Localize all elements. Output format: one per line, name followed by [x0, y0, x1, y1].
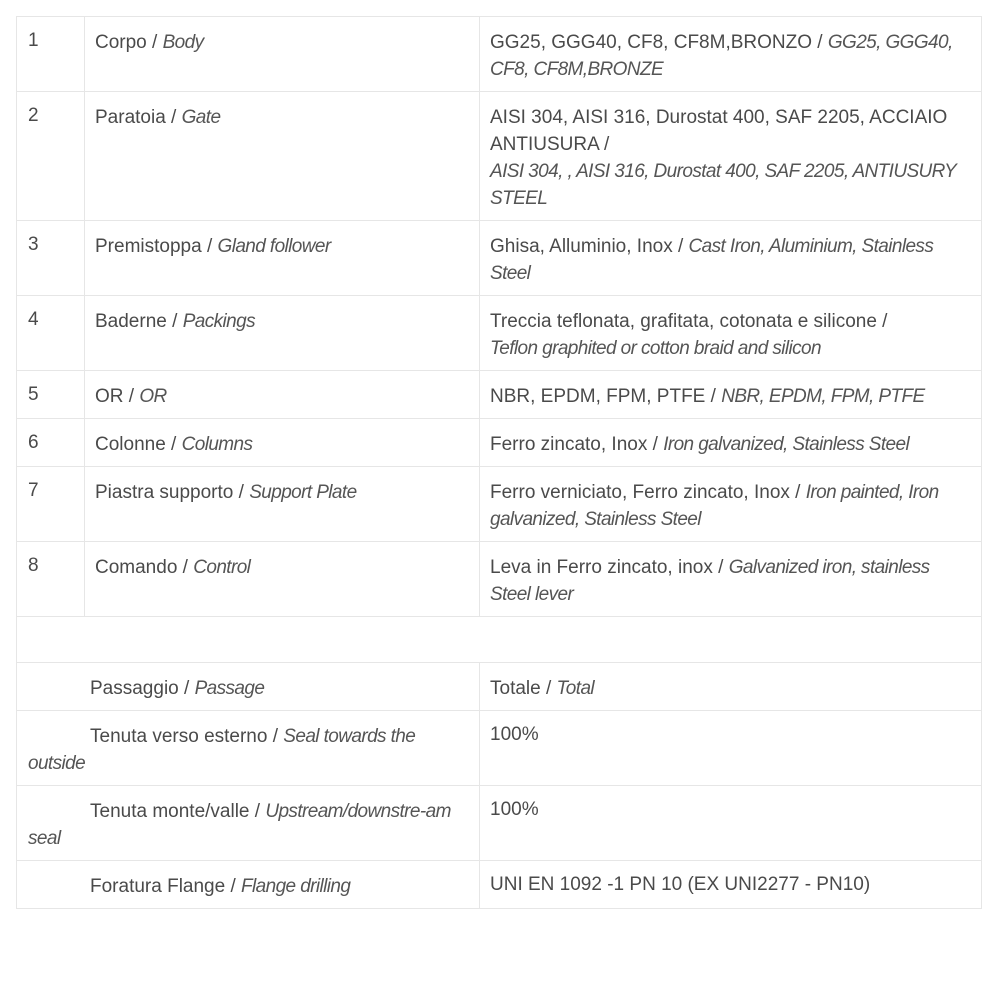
- spec-row: [17, 786, 982, 861]
- spec-row: [17, 711, 982, 786]
- component-material: AISI 304, AISI 316, Durostat 400, SAF 2205, ACCIAIO ANTIUSURA / AISI 304, , AISI 316, Durostat 400, SAF 2205, ANTIUSURY STEEL: [480, 92, 982, 221]
- row-number: 1: [17, 17, 85, 92]
- component-material: Ferro verniciato, Ferro zincato, Inox / Iron painted, Iron galvanized, Stainless Steel: [480, 467, 982, 542]
- component-name: Piastra supporto / Support Plate: [85, 467, 480, 542]
- component-name: OR / OR: [85, 371, 480, 419]
- row-number: 6: [17, 419, 85, 467]
- table-row: [17, 296, 982, 371]
- spec-label: Tenuta verso esterno / Seal towards the outside: [17, 711, 480, 786]
- table-row: [17, 371, 982, 419]
- spec-label: Foratura Flange / Flange drilling: [17, 861, 480, 909]
- row-number: 4: [17, 296, 85, 371]
- table-row: [17, 221, 982, 296]
- table-row: [17, 419, 982, 467]
- component-name: Comando / Control: [85, 542, 480, 617]
- component-material: NBR, EPDM, FPM, PTFE / NBR, EPDM, FPM, PTFE: [480, 371, 982, 419]
- row-number: 8: [17, 542, 85, 617]
- component-name: Corpo / Body: [85, 17, 480, 92]
- spec-value: UNI EN 1092 -1 PN 10 (EX UNI2277 - PN10): [480, 861, 982, 909]
- row-number: 5: [17, 371, 85, 419]
- component-material: Ferro zincato, Inox / Iron galvanized, Stainless Steel: [480, 419, 982, 467]
- spec-row: [17, 663, 982, 711]
- component-material: Treccia teflonata, grafitata, cotonata e silicone / Teflon graphited or cotton braid and silicon: [480, 296, 982, 371]
- spec-value: 100%: [480, 711, 982, 786]
- component-name: Colonne / Columns: [85, 419, 480, 467]
- component-name: Premistoppa / Gland follower: [85, 221, 480, 296]
- spec-value: Totale / Total: [480, 663, 982, 711]
- component-material: Leva in Ferro zincato, inox / Galvanized iron, stainless Steel lever: [480, 542, 982, 617]
- spec-value: 100%: [480, 786, 982, 861]
- spec-row: [17, 861, 982, 909]
- table-row: [17, 17, 982, 92]
- table-row: [17, 467, 982, 542]
- separator-row: [17, 617, 982, 663]
- row-number: 7: [17, 467, 85, 542]
- row-number: 3: [17, 221, 85, 296]
- component-material: GG25, GGG40, CF8, CF8M,BRONZO / GG25, GGG40, CF8, CF8M,BRONZE: [480, 17, 982, 92]
- component-name: Paratoia / Gate: [85, 92, 480, 221]
- spec-label: Passaggio / Passage: [17, 663, 480, 711]
- table-row: [17, 92, 982, 221]
- component-material: Ghisa, Alluminio, Inox / Cast Iron, Aluminium, Stainless Steel: [480, 221, 982, 296]
- materials-table: [16, 16, 982, 909]
- component-name: Baderne / Packings: [85, 296, 480, 371]
- row-number: 2: [17, 92, 85, 221]
- spec-label: Tenuta monte/valle / Upstream/downstre-am seal: [17, 786, 480, 861]
- table-row: [17, 542, 982, 617]
